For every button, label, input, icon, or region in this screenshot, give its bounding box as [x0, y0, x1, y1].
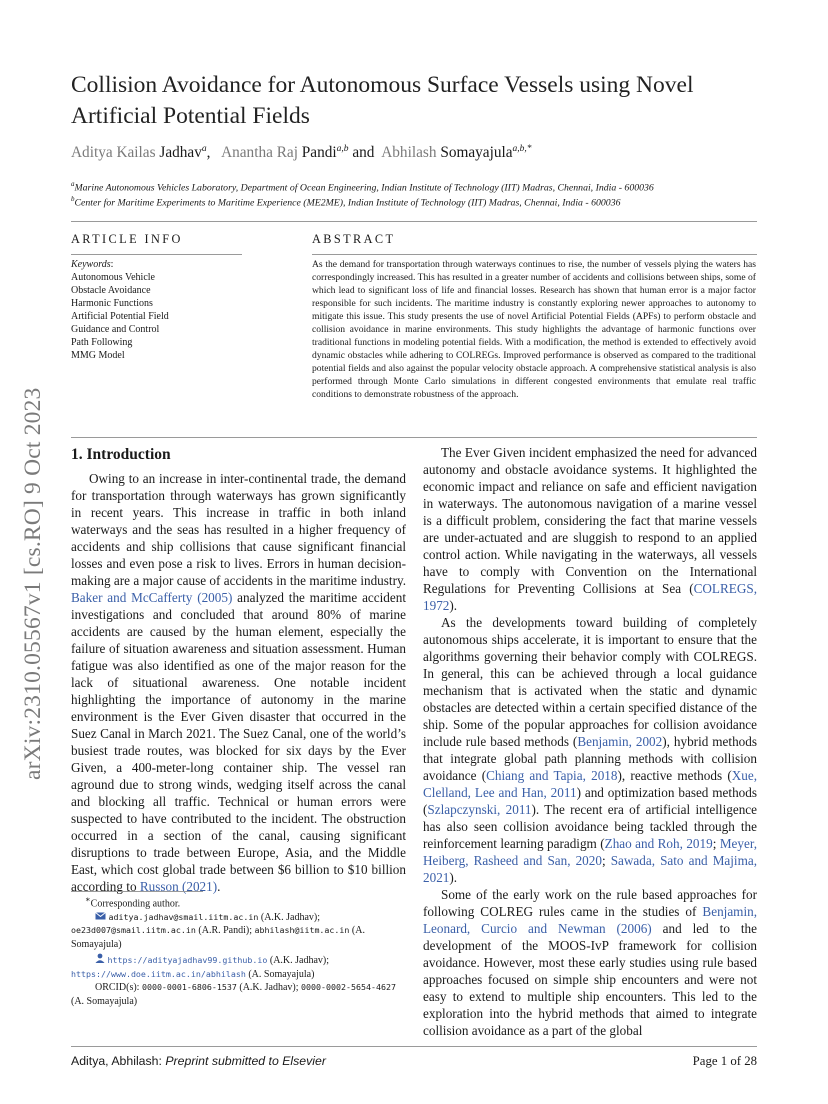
article-info-heading: ARTICLE INFO: [71, 232, 183, 246]
citation-link[interactable]: COLREGS, 1972: [423, 581, 757, 613]
corresponding-note: ∗Corresponding author.: [85, 895, 181, 910]
right-column: [423, 444, 757, 1039]
orcid-id: 0000-0001-6806-1537: [141, 982, 237, 993]
abstract-heading: ABSTRACT: [312, 232, 396, 246]
arxiv-stamp-text: arXiv:2310.05567v1 [cs.RO] 9 Oct 2023: [20, 387, 46, 780]
footer-left: [71, 1054, 326, 1068]
email-address[interactable]: oe23d007@smail.iitm.ac.in: [71, 925, 196, 936]
keywords-block: Keywords: Autonomous Vehicle Obstacle Avoidance Harmonic Functions Artificial Potential Field Guidance and Control Path Following MMG Model: [71, 259, 169, 361]
abstract-text: As the demand for transportation through waterways continues to rise, the number of vessels plying the waters has correspondingly increased. This has resulted in a greater number of accidents and collisions between ships, some of which lead to significant loss of life and financial losses. Research has shown that human error is a major factor responsible for such incidents. The maritime industry is constantly exploring newer approaches to autonomy to mitigate this issue. This study presents the use of novel Artificial Potential Fields (APFs) to perform obstacle and collision avoidance in marine environments. This study highlights the advantage of harmonic functions over traditional functions in modeling potential fields. With a modification, the method is extended to effectively avoid dynamic obstacles while adhering to COLREGs. Improved performance is observed as compared to the traditional potential fields and also against the popular velocity obstacle approach. A comprehensive statistical analysis is also performed through Monte Carlo simulations in different congested environments that emulate real traffic conditions to demonstrate robustness of the approach.: [312, 259, 756, 400]
orcid-line: ORCID(s): 0000-0001-6806-1537 (A.K. Jadhav); 0000-0002-5654-4627: [95, 982, 396, 994]
affiliation-text: Marine Autonomous Vehicles Laboratory, Department of Ocean Engineering, Indian Institute of Technology (IIT) Madras, Chennai, India - 600036: [74, 182, 654, 194]
email-line: aditya.jadhav@smail.iitm.ac.in (A.K. Jadhav);: [71, 911, 411, 925]
footer-divider: [71, 1046, 757, 1047]
author-affil-marker: a: [201, 144, 207, 154]
author-given-name: Abhilash: [381, 144, 437, 162]
keywords-label: Keywords: [71, 259, 111, 270]
footnote-rule: [71, 891, 203, 892]
footer-authors: Aditya, Abhilash:: [71, 1054, 162, 1068]
affiliation-text: Center for Maritime Experiments to Maritime Experience (ME2ME), Indian Institute of Technology (IIT) Madras, Chennai, India - 600036: [74, 197, 621, 209]
author-given-name: Aditya Kailas: [71, 144, 156, 162]
paragraph: The Ever Given incident emphasized the need for advanced autonomy and obstacle avoidance systems. It highlighted the economic impact and reliance on safe and efficient navigation in waterways. The autonomous navigation of a marine vessel is a difficult problem, considering the fact that marine vessels are under-actuated and are sluggish to respond to an applied control action. While navigating in the waterways, all vessels have to comply with Convention on the International Regulations for Preventing Collisions at Sea (COLREGS, 1972).: [423, 445, 757, 613]
homepage-link[interactable]: https://www.doe.iitm.ac.in/abhilash: [71, 968, 246, 979]
citation-link[interactable]: Xue, Clelland, Lee and Han, 2011: [423, 768, 758, 800]
header-divider: [71, 221, 757, 222]
email-icon: [95, 912, 106, 920]
citation-link[interactable]: Meyer, Heiberg, Rasheed and San, 2020: [423, 836, 757, 868]
paper-title: Collision Avoidance for Autonomous Surface Vessels using Novel Artificial Potential Fields: [71, 72, 694, 129]
citation-link[interactable]: Sawada, Sato and Majima, 2021: [423, 853, 758, 885]
author-family-name: Somayajula: [440, 144, 513, 162]
authors-and: and: [352, 144, 375, 162]
paragraph: Some of the early work on the rule based approaches for following COLREG rules came in the studies of Benjamin, Leonard, Curcio and Newman (2006) and led to the development of the MOOS-IvP framework for collision avoidance. However, most these early studies using rule based approaches focused on simple ship encounters and were not easy to extend to multiple ship encounters. This led to the exploration into the hybrid methods that aimed to integrate collision avoidance as a part of the global: [423, 887, 757, 1038]
article-info-divider: [71, 254, 242, 255]
affiliation-marker: b: [71, 195, 75, 203]
keyword-item: Guidance and Control: [71, 324, 160, 335]
citation-link[interactable]: Russon (2021): [139, 879, 218, 894]
arxiv-stamp: [6, 300, 54, 780]
keyword-item: Artificial Potential Field: [71, 311, 169, 322]
email-address[interactable]: abhilash@iitm.ac.in: [254, 925, 350, 936]
affiliation-marker: a: [71, 180, 75, 188]
paragraph: Owing to an increase in inter-continental trade, the demand for transportation through waterways has grown significantly in recent years. This increase in traffic in both inland waterways and the seas has resulted in a higher frequency of accidents and ship collisions that cause significant financial losses and even pose a risk to lives. Errors in human decision-making are a major cause of accidents in the maritime industry. Baker and McCafferty (2005) analyzed the maritime accident investigations and concluded that around 80% of marine accidents are caused by the human element, especially the failure of situation awareness and situation assessment. Human fatigue was also identified as one of the major reason for the lack of situational awareness. One notable incident highlighting the importance of autonomy in the marine environment is the Ever Given disaster that occurred in the Suez Canal in March 2021. The Suez Canal, one of the world’s busiest trade routes, was blocked for six days by the Ever Given, a 400-meter-long container ship. The vessel ran aground due to strong winds, wedging itself across the canal and blocking all traffic. Technical or human errors were suspected to have contributed to the incident. The obstruction occurred in a section of the canal, causing significant disruptions to trade between Europe, Asia, and the Middle East, which cost global trade between $6 billion to $10 billion according to Russon (2021).: [71, 471, 407, 894]
footer-venue: Preprint submitted to Elsevier: [165, 1054, 326, 1068]
orcid-line: (A. Somayajula): [71, 995, 138, 1007]
section-heading: 1. Introduction: [71, 446, 171, 463]
citation-link[interactable]: Szlapczynski, 2011: [427, 802, 532, 817]
left-column: [71, 446, 406, 895]
abstract-divider: [312, 254, 757, 255]
citation-link[interactable]: (2005): [197, 590, 233, 605]
person-icon: [95, 953, 105, 963]
footnotes: [71, 893, 411, 1008]
url-line: https://www.doe.iitm.ac.in/abhilash (A. Somayajula): [71, 968, 315, 980]
affiliation-a: [71, 180, 654, 193]
keyword-item: Harmonic Functions: [71, 298, 153, 309]
author-family-name: Jadhav: [159, 144, 202, 162]
citation-link[interactable]: Benjamin, Leonard, Curcio and Newman (2006): [423, 904, 757, 936]
author-affil-marker: a,b,*: [512, 144, 532, 154]
keyword-item: Autonomous Vehicle: [71, 272, 155, 283]
citation-link[interactable]: Baker and McCafferty: [71, 590, 193, 605]
homepage-link[interactable]: https://adityajadhav99.github.io: [107, 955, 268, 966]
email-address[interactable]: aditya.jadhav@smail.iitm.ac.in: [108, 911, 259, 922]
keyword-item: Obstacle Avoidance: [71, 285, 151, 296]
url-line: https://adityajadhav99.github.io (A.K. Jadhav);: [71, 953, 411, 968]
keyword-item: MMG Model: [71, 350, 125, 361]
page-number: Page 1 of 28: [692, 1054, 757, 1068]
paragraph: As the developments toward building of completely autonomous ships accelerate, it is important to ensure that the algorithms governing their behavior comply with COLREGS. In general, this can be achieved through a local guidance mechanism that is activated when the static and dynamic obstacles are detected within a certain specified distance of the ship. Some of the popular approaches for collision avoidance include rule based methods (Benjamin, 2002), hybrid methods that integrate global path planning methods with collision avoidance (Chiang and Tapia, 2018), reactive methods (Xue, Clelland, Lee and Han, 2011) and optimization based methods (Szlapczynski, 2011). The recent era of artificial intelligence has also seen collision avoidance being tackled through the reinforcement learning paradigm (Zhao and Roh, 2019; Meyer, Heiberg, Rasheed and San, 2020; Sawada, Sato and Majima, 2021).: [423, 615, 758, 885]
author-family-name: Pandi: [301, 144, 337, 162]
orcid-id: 0000-0002-5654-4627: [301, 982, 396, 993]
citation-link[interactable]: Benjamin, 2002: [577, 734, 663, 749]
affiliation-b: [71, 195, 621, 208]
author-list: Aditya Kailas Jadhav$^a$, Anantha Raj Pandi$^{a,b}$ and Abhilash Somayajula$^{a,b,*}$: [71, 144, 532, 162]
citation-link[interactable]: Zhao and Roh, 2019: [604, 836, 713, 851]
author-given-name: Anantha Raj: [221, 144, 298, 162]
body-divider: [71, 437, 757, 438]
citation-link[interactable]: Chiang and Tapia, 2018: [486, 768, 618, 783]
author-affil-marker: a,b: [336, 144, 349, 154]
keyword-item: Path Following: [71, 337, 133, 348]
email-line: oe23d007@smail.iitm.ac.in (A.R. Pandi); abhilash@iitm.ac.in (A. Somayajula): [71, 925, 365, 950]
